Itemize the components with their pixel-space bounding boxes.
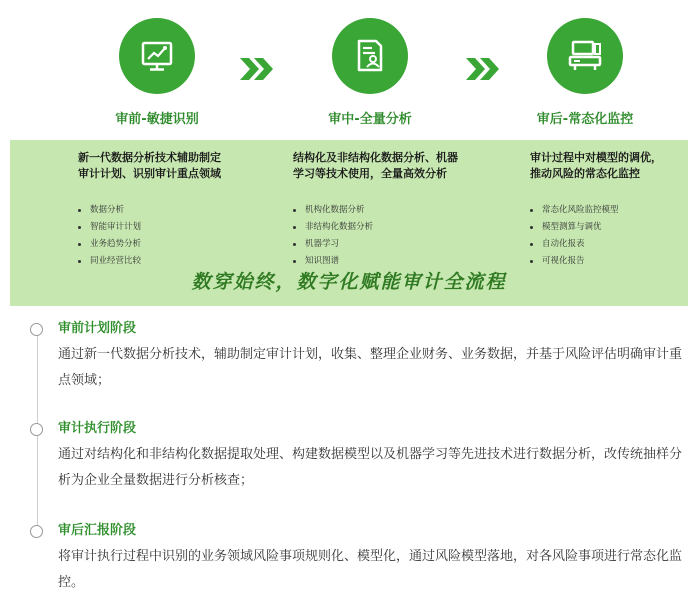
timeline-step-exec [30, 418, 690, 494]
stage-post-audit [505, 18, 665, 127]
step-description: 将审计执行过程中识别的业务领域风险事项规则化、模型化，通过风险模型落地，对各风险事项进行常态化监控。 [58, 549, 683, 590]
stage-title: 审中-全量分析 [328, 112, 412, 127]
column-heading: 结构化及非结构化数据分析、机器 学习等技术使用，全量高效分析 [293, 151, 458, 180]
timeline-dot [30, 525, 43, 538]
stage-circle [119, 18, 195, 94]
panel-column-in [293, 150, 458, 270]
list-item: 同业经营比较 [78, 253, 221, 270]
panel-column-pre [78, 150, 221, 270]
feature-list [78, 202, 221, 270]
list-item: 数据分析 [78, 202, 221, 219]
feature-list [293, 202, 458, 270]
stage-row [0, 0, 698, 140]
double-chevron-icon [240, 58, 274, 80]
step-title: 审前计划阶段 [58, 321, 137, 336]
timeline-step-post [30, 520, 690, 596]
list-item: 机构化数据分析 [293, 202, 458, 219]
step-title: 审后汇报阶段 [58, 523, 137, 538]
list-item: 知识图谱 [293, 253, 458, 270]
timeline-dot [30, 423, 43, 436]
stage-pre-audit [77, 18, 237, 127]
list-item: 机器学习 [293, 236, 458, 253]
document-user-icon [350, 36, 390, 76]
step-description: 通过新一代数据分析技术，辅助制定审计计划，收集、整理企业财务、业务数据，并基于风险评估明确审计重点领域； [58, 347, 683, 388]
column-heading: 新一代数据分析技术辅助制定 审计计划、识别审计重点领域 [78, 151, 221, 180]
list-item: 模型测算与调优 [530, 219, 662, 236]
list-item: 智能审计计划 [78, 219, 221, 236]
column-heading: 审计过程中对模型的调优， 推动风险的常态化监控 [530, 151, 662, 180]
monitor-workstation-icon [564, 36, 606, 76]
list-item: 常态化风险监控模型 [530, 202, 662, 219]
stage-title: 审后-常态化监控 [536, 112, 634, 127]
step-title: 审计执行阶段 [58, 421, 137, 436]
list-item: 业务趋势分析 [78, 236, 221, 253]
stage-in-audit [290, 18, 450, 127]
stage-circle [332, 18, 408, 94]
list-item: 自动化报表 [530, 236, 662, 253]
timeline-dot [30, 323, 43, 336]
panel-column-post [530, 150, 662, 270]
slogan: 数穿始终，数字化赋能审计全流程 [191, 271, 507, 293]
feature-list [530, 202, 662, 270]
timeline-step-pre [30, 318, 690, 394]
feature-panel [10, 140, 688, 306]
list-item: 可视化报告 [530, 253, 662, 270]
stage-circle [547, 18, 623, 94]
step-description: 通过对结构化和非结构化数据提取处理、构建数据模型以及机器学习等先进技术进行数据分析，改传统抽样分析为企业全量数据进行分析核查； [58, 447, 683, 488]
list-item: 非结构化数据分析 [293, 219, 458, 236]
stage-title: 审前-敏捷识别 [115, 112, 199, 127]
timeline [0, 306, 698, 612]
double-chevron-icon [466, 58, 500, 80]
chart-monitor-icon [137, 36, 177, 76]
